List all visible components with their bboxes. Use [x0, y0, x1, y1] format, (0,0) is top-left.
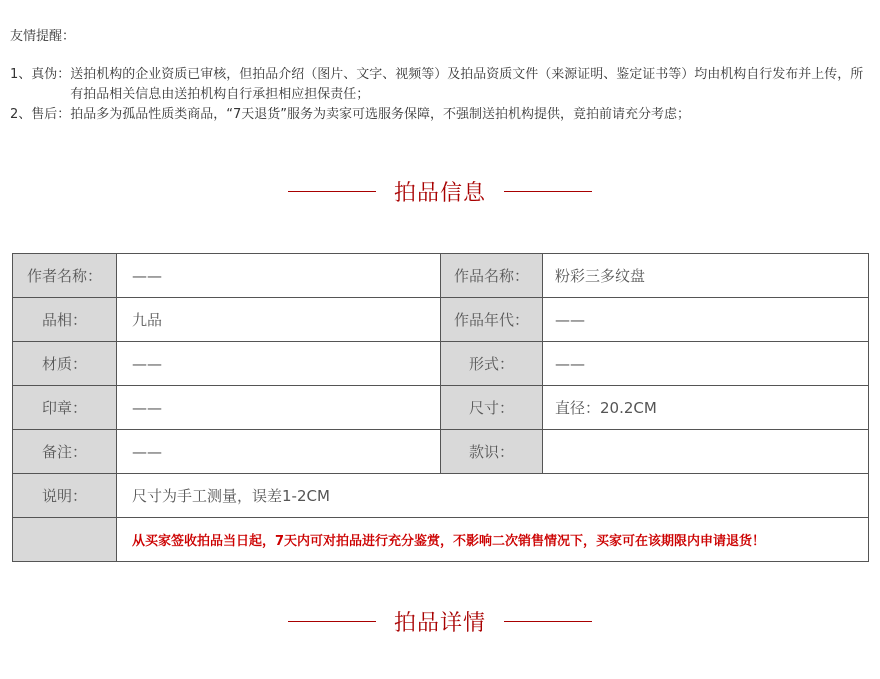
notice-item-label: 1、真伪： — [10, 67, 71, 82]
table-row — [13, 474, 869, 518]
notice-title: 友情提醒： — [10, 29, 76, 44]
label-work-name: 作品名称： — [441, 254, 543, 298]
label-era: 作品年代： — [441, 298, 543, 342]
divider-line — [504, 191, 592, 192]
divider-line — [288, 621, 376, 622]
label-note: 说明： — [13, 474, 117, 518]
value-inscription — [543, 430, 869, 474]
section-title-info — [0, 171, 880, 211]
notice-item-text: 拍品多为孤品性质类商品，“7天退货”服务为卖家可选服务保障，不强制送拍机构提供，竟拍前请充分考虑； — [70, 107, 691, 122]
notice-item-text: 送拍机构的企业资质已审核，但拍品介绍（图片、文字、视频等）及拍品资质文件（来源证明、鉴定证书等）均由机构自行发布并上传，所有拍品相关信息由送拍机构自行承担相应担保责任； — [70, 67, 864, 102]
section-title-text: 拍品详情 — [393, 610, 486, 636]
label-inscription: 款识： — [441, 430, 543, 474]
notice-item-aftersale — [10, 105, 872, 125]
value-note: 尺寸为手工测量，误差1-2CM — [117, 474, 869, 518]
table-row — [13, 254, 869, 298]
label-author: 作者名称： — [13, 254, 117, 298]
label-seal: 印章： — [13, 386, 117, 430]
value-seal: —— — [117, 386, 441, 430]
divider-line — [504, 621, 592, 622]
notice-item-label: 2、售后： — [10, 107, 71, 122]
lot-info-table — [12, 253, 869, 562]
value-era: —— — [543, 298, 869, 342]
value-remarks: —— — [117, 430, 441, 474]
divider-line — [288, 191, 376, 192]
table-row — [13, 386, 869, 430]
section-title-text: 拍品信息 — [393, 180, 486, 206]
value-work-name: 粉彩三多纹盘 — [543, 254, 869, 298]
value-form: —— — [543, 342, 869, 386]
notice-block — [10, 27, 872, 125]
table-row — [13, 430, 869, 474]
label-remarks: 备注： — [13, 430, 117, 474]
return-policy-text: 从买家签收拍品当日起，7天内可对拍品进行充分鉴赏，不影响二次销售情况下，买家可在该期限内申请退货！ — [117, 518, 869, 562]
label-condition: 品相： — [13, 298, 117, 342]
label-form: 形式： — [441, 342, 543, 386]
value-material: —— — [117, 342, 441, 386]
table-row — [13, 342, 869, 386]
value-author: —— — [117, 254, 441, 298]
label-size: 尺寸： — [441, 386, 543, 430]
value-condition: 九品 — [117, 298, 441, 342]
table-row — [13, 518, 869, 562]
value-size: 直径：20.2CM — [543, 386, 869, 430]
notice-item-authenticity — [10, 65, 872, 105]
label-policy-empty — [13, 518, 117, 562]
section-title-details — [0, 601, 880, 641]
label-material: 材质： — [13, 342, 117, 386]
table-row — [13, 298, 869, 342]
